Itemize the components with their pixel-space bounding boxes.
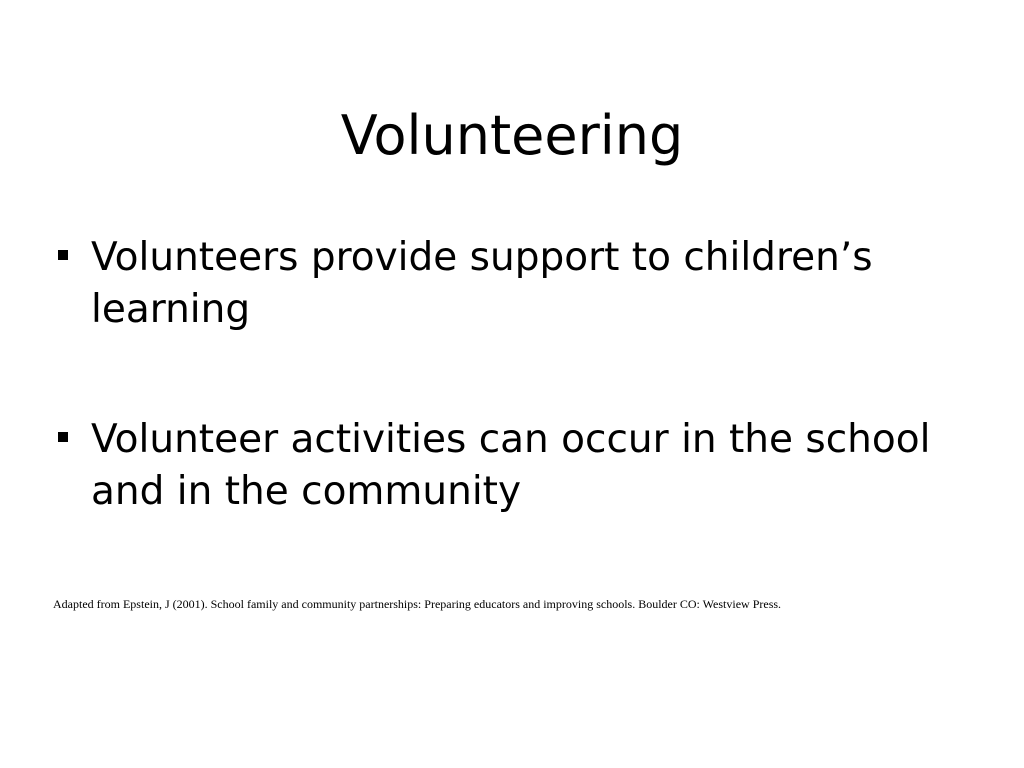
slide-title: Volunteering [340,104,684,167]
citation: Adapted from Epstein, J (2001). School family and community partnerships: Preparing educators and improving schools. Boulder CO: Westview Press. [53,597,782,611]
bullet-text: Volunteers provide support to children’s learning [91,235,873,332]
bullet-text: Volunteer activities can occur in the school and in the community [91,417,931,514]
bullet-list [56,232,976,518]
bullet-item [56,414,976,518]
square-bullet-icon [58,432,68,442]
square-bullet-icon [58,250,68,260]
bullet-item [56,232,976,336]
